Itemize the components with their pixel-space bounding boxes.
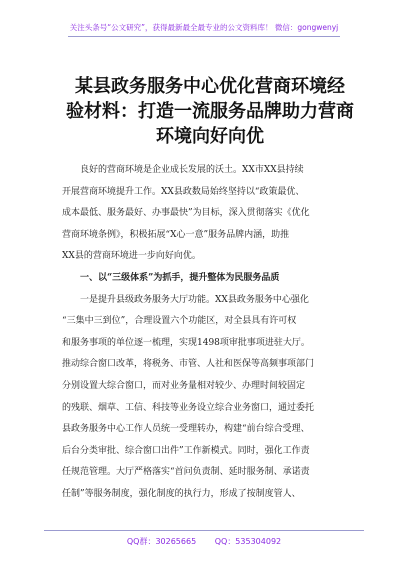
paragraph-line: XX县的营商环境进一步向好向优。 — [62, 251, 201, 262]
footer — [0, 536, 408, 547]
paragraph-line: 县政务服务中心工作人员统一受理转办，构建“前台综合受理、 — [62, 424, 310, 435]
paragraph-line: 任规范管理。大厅严格落实“首问负责制、延时服务制、承诺责 — [62, 467, 310, 478]
header-banner: 关注头条号“公文研究”，获得最新最全最专业的公文资料库！ 微信：gongwenyj — [69, 23, 339, 32]
qq-number-text: QQ：535304092 — [214, 537, 282, 546]
footer-divider — [44, 530, 364, 531]
title-line-3: 环境向好向优 — [156, 126, 264, 147]
paragraph-line: 的残联、烟草、工信、科技等业务设立综合业务窗口，通过委托 — [62, 402, 315, 413]
title-line-2: 验材料：打造一流服务品牌助力营商 — [66, 101, 354, 122]
paragraph-line: 开展营商环境提升工作。XX县政数局始终坚持以“政策最优、 — [62, 186, 305, 197]
paragraph-line: 后台分类审批、综合窗口出件”工作新模式。同时，强化工作责 — [62, 445, 310, 456]
header-divider — [68, 36, 340, 37]
document-title — [62, 74, 358, 149]
paragraph-line: 推动综合窗口改革，将税务、市管、人社和医保等高频事项部门 — [62, 359, 315, 370]
paragraph-line: “三集中三到位”，合理设置六个功能区，对全县具有许可权 — [62, 316, 297, 327]
qq-group-text: QQ群：30265665 — [126, 537, 197, 546]
paragraph-line: 成本最低、服务最好、办事最快”为目标，深入贯彻落实《优化 — [62, 208, 310, 219]
paragraph-line: 任制”等服务制度，强化制度的执行力，形成了按制度管人、 — [62, 488, 301, 499]
paragraph-line: 一是提升县级政务服务大厅功能。XX县政务服务中心强化 — [80, 294, 309, 305]
paragraph-line: 和服务事项的单位逐一梳理，实现1498项审批事项进驻大厅。 — [62, 337, 310, 348]
section-heading: 一、以“三级体系”为抓手，提升整体为民服务品质 — [80, 272, 280, 283]
document-body — [62, 160, 352, 506]
title-line-1: 某县政务服务中心优化营商环境经 — [75, 76, 345, 97]
paragraph-line: 分别设置大综合窗口，而对业务量相对较少、办理时间较固定 — [62, 380, 306, 391]
paragraph-line: 营商环境条例》，积极拓展“X心一意”服务品牌内涵，助推 — [62, 229, 290, 240]
paragraph-line: 良好的营商环境是企业成长发展的沃土。XX市XX县持续 — [80, 165, 304, 175]
